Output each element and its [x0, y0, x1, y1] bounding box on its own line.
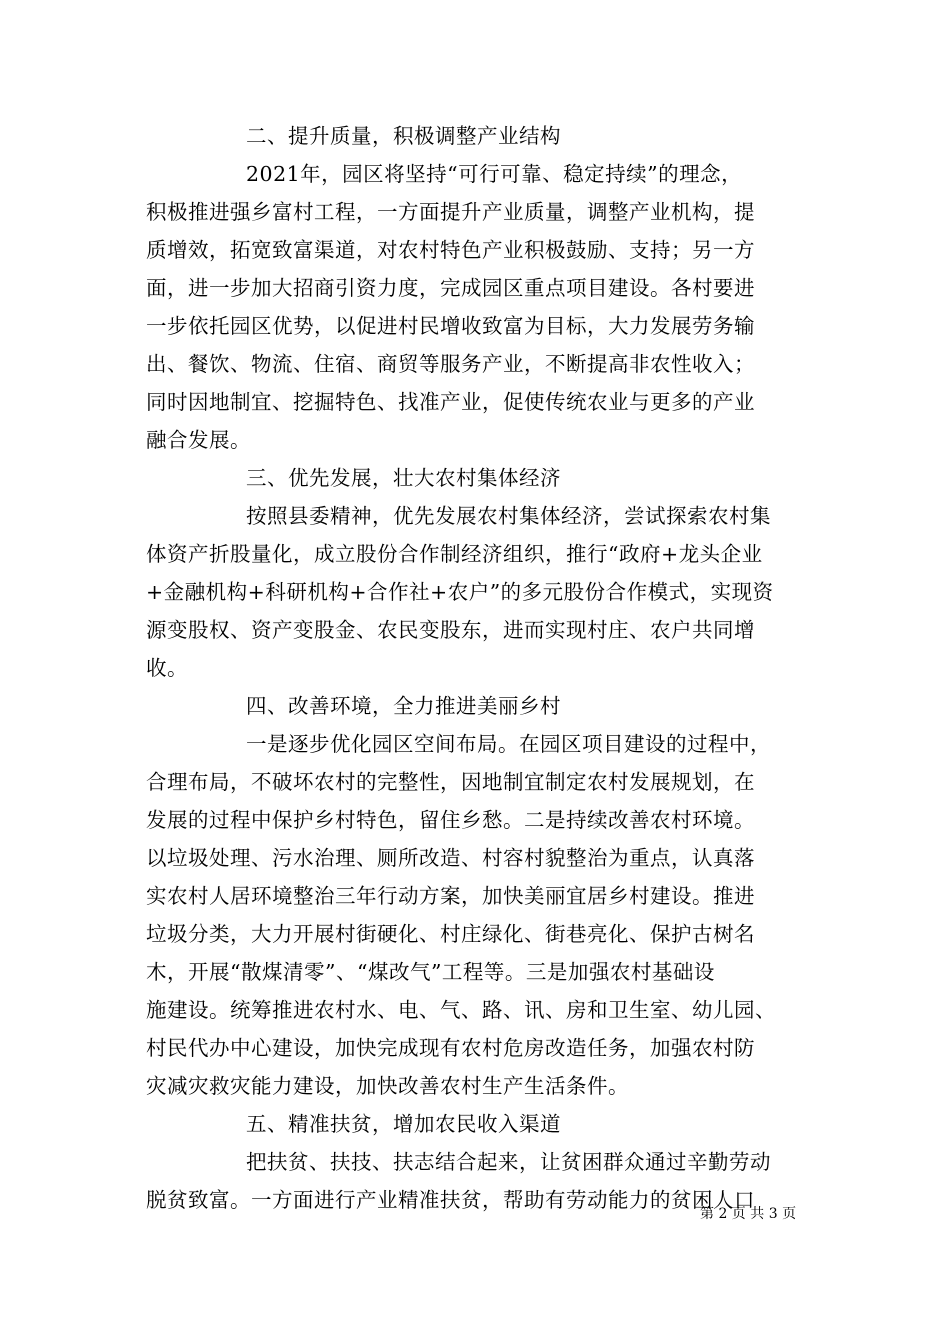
paragraph-line: 同时因地制宜、挖掘特色、找准产业，促使传统农业与更多的产业 [146, 390, 755, 414]
paragraph-line: 合理布局，不破坏农村的完整性，因地制宜制定农村发展规划，在 [146, 770, 755, 794]
paragraph-line: 一是逐步优化园区空间布局。在园区项目建设的过程中， [246, 732, 771, 756]
document-body [146, 117, 810, 1219]
paragraph-line: 灾减灾救灾能力建设，加快改善农村生产生活条件。 [146, 1074, 629, 1098]
paragraph-line: 2021年，园区将坚持“可行可靠、稳定持续”的理念， [246, 162, 743, 186]
paragraph-line: 面，进一步加大招商引资力度，完成园区重点项目建设。各村要进 [146, 276, 755, 300]
paragraph-line: 村民代办中心建设，加快完成现有农村危房改造任务，加强农村防 [146, 1036, 755, 1060]
paragraph-line: 施建设。统筹推进农村水、电、气、路、讯、房和卫生室、幼儿园、 [146, 998, 776, 1022]
paragraph-line: 出、餐饮、物流、住宿、商贸等服务产业，不断提高非农性收入； [146, 352, 755, 376]
paragraph-line: 以垃圾处理、污水治理、厕所改造、村容村貌整治为重点，认真落 [146, 846, 755, 870]
paragraph-line: 质增效，拓宽致富渠道，对农村特色产业积极鼓励、支持；另一方 [146, 238, 755, 262]
section-heading: 四、改善环境，全力推进美丽乡村 [246, 694, 561, 718]
paragraph-line: 源变股权、资产变股金、农民变股东，进而实现村庄、农户共同增 [146, 618, 755, 642]
paragraph-line: 一步依托园区优势，以促进村民增收致富为目标，大力发展劳务输 [146, 314, 755, 338]
paragraph-line: 脱贫致富。一方面进行产业精准扶贫，帮助有劳动能力的贫困人口 [146, 1188, 755, 1212]
paragraph-line: +金融机构+科研机构+合作社+农户”的多元股份合作模式，实现资 [146, 580, 774, 604]
paragraph-line: 积极推进强乡富村工程，一方面提升产业质量，调整产业机构，提 [146, 200, 755, 224]
paragraph-line: 发展的过程中保护乡村特色，留住乡愁。二是持续改善农村环境。 [146, 808, 755, 832]
paragraph-line: 收。 [146, 656, 188, 680]
paragraph-line: 体资产折股量化，成立股份合作制经济组织，推行“政府+龙头企业 [146, 542, 763, 566]
section-heading: 二、提升质量，积极调整产业结构 [246, 124, 561, 148]
paragraph-line: 按照县委精神，优先发展农村集体经济，尝试探索农村集 [246, 504, 771, 528]
paragraph-line: 融合发展。 [146, 428, 251, 452]
page-footer: 第 2 页 共 3 页 [700, 1206, 797, 1222]
paragraph-line: 垃圾分类，大力开展村街硬化、村庄绿化、街巷亮化、保护古树名 [146, 922, 755, 946]
paragraph-line: 木，开展“散煤清零”、“煤改气”工程等。三是加强农村基础设 [146, 960, 715, 984]
paragraph-line: 把扶贫、扶技、扶志结合起来，让贫困群众通过辛勤劳动 [246, 1150, 771, 1174]
paragraph-line: 实农村人居环境整治三年行动方案，加快美丽宜居乡村建设。推进 [146, 884, 755, 908]
section-heading: 三、优先发展，壮大农村集体经济 [246, 466, 561, 490]
section-heading: 五、精准扶贫，增加农民收入渠道 [246, 1112, 561, 1136]
